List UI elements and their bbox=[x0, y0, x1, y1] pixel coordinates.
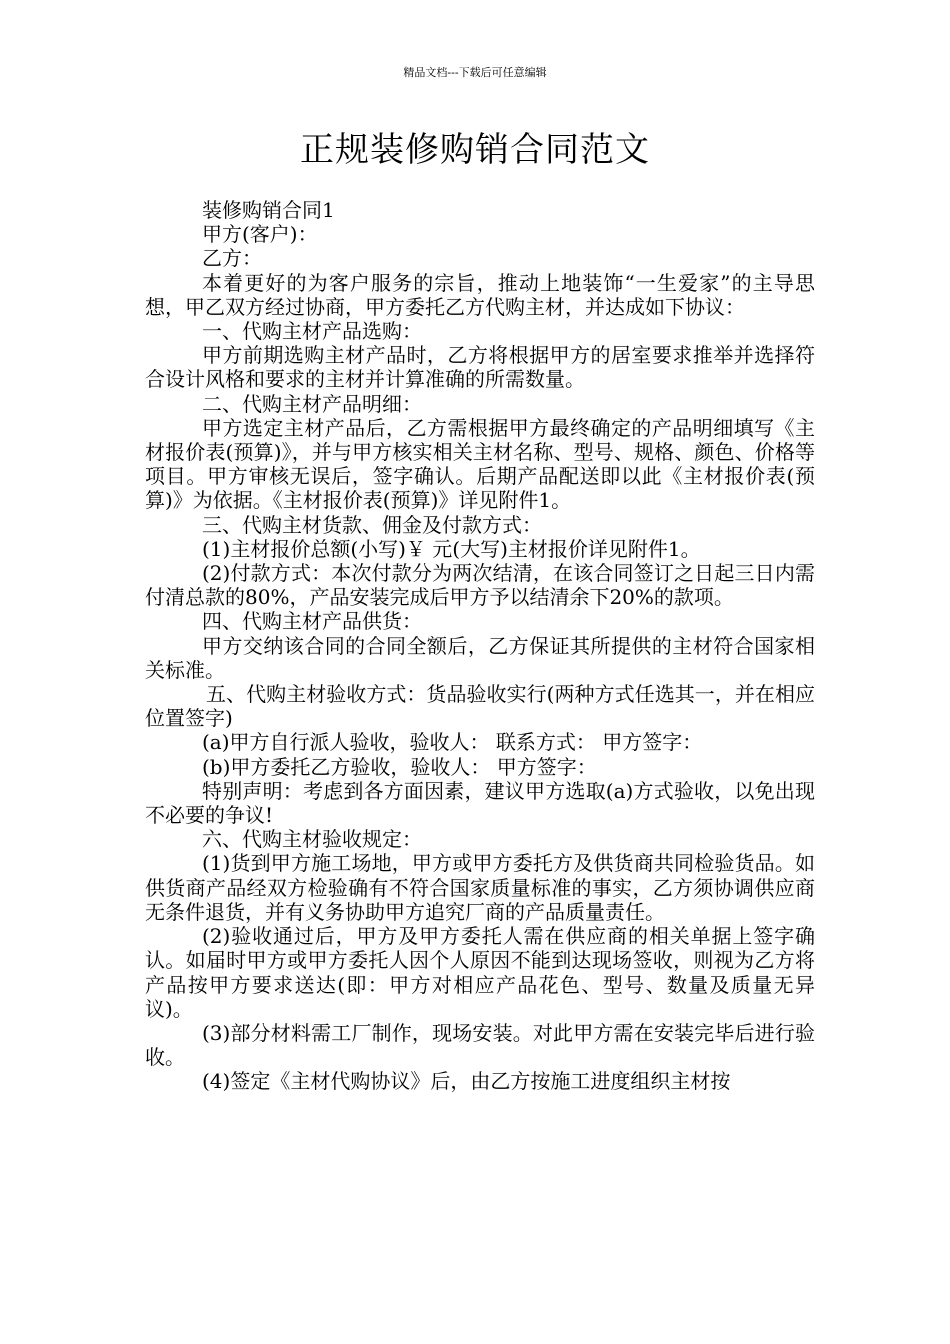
paragraph-contract-heading: 装修购销合同1 bbox=[202, 198, 335, 222]
section-heading-1: 一、代购主材产品选购： bbox=[202, 319, 422, 344]
document-title: 正规装修购销合同范文 bbox=[300, 130, 650, 170]
section-heading-4: 四、代购主材产品供货： bbox=[202, 609, 422, 634]
paragraph: (1)主材报价总额(小写)￥ 元(大写)主材报价详见附件1。 bbox=[202, 536, 701, 561]
document-body bbox=[145, 198, 815, 1094]
section-heading-6: 六、代购主材验收规定： bbox=[202, 827, 422, 852]
section-heading-2: 二、代购主材产品明细： bbox=[202, 391, 422, 416]
paragraph: (4)签定《主材代购协议》后，由乙方按施工进度组织主材按 bbox=[202, 1069, 731, 1094]
paragraph: 甲方前期选购主材产品时，乙方将根据甲方的居室要求推举并选择符合设计风格和要求的主材并计算准确的所需数量。 bbox=[145, 343, 815, 392]
paragraph: (3)部分材料需工厂制作，现场安装。对此甲方需在安装完毕后进行验收。 bbox=[145, 1020, 815, 1070]
paragraph: 甲方交纳该合同的合同全额后，乙方保证其所提供的主材符合国家相关标准。 bbox=[145, 633, 815, 682]
paragraph-party-b: 乙方： bbox=[202, 246, 262, 271]
paragraph: (2)付款方式：本次付款分为两次结清，在该合同签订之日起三日内需付清总款的80%，产品安装完成后甲方予以结清余下20%的款项。 bbox=[145, 561, 815, 610]
paragraph-party-a: 甲方(客户)： bbox=[202, 222, 318, 247]
section-heading-5: 五、代购主材验收方式：货品验收实行(两种方式任选其一，并在相应位置签字) bbox=[145, 682, 815, 731]
section-heading-3: 三、代购主材货款、佣金及付款方式： bbox=[202, 512, 542, 537]
paragraph-preamble: 本着更好的为客户服务的宗旨，推动上地装饰“一生爱家”的主导思想，甲乙双方经过协商，甲方委托乙方代购主材，并达成如下协议： bbox=[145, 270, 815, 319]
paragraph: 特别声明：考虑到各方面因素，建议甲方选取(a)方式验收，以免出现不必要的争议! bbox=[145, 778, 815, 828]
paragraph: (1)货到甲方施工场地，甲方或甲方委托方及供货商共同检验货品。如供货商产品经双方检验确有不符合国家质量标准的事实，乙方须协调供应商无条件退货，并有义务协助甲方追究厂商的产品质量责任。 bbox=[145, 851, 815, 924]
paragraph: 甲方选定主材产品后，乙方需根据甲方最终确定的产品明细填写《主材报价表(预算)》，并与甲方核实相关主材名称、型号、规格、颜色、价格等项目。甲方审核无误后，签字确认。后期产品配送即以此《主材报价表(预算)》为依据。《主材报价表(预算)》详见附件1。 bbox=[145, 415, 815, 513]
paragraph: (2)验收通过后，甲方及甲方委托人需在供应商的相关单据上签字确认。如届时甲方或甲方委托人因个人原因不能到达现场签收，则视为乙方将产品按甲方要求送达(即：甲方对相应产品花色、型号、数量及质量无异议)。 bbox=[145, 924, 815, 1021]
header-note: 精品文档---下载后可任意编辑 bbox=[403, 66, 547, 79]
paragraph: (a)甲方自行派人验收，验收人： 联系方式： 甲方签字： bbox=[202, 730, 703, 755]
paragraph: (b)甲方委托乙方验收，验收人： 甲方签字： bbox=[202, 754, 597, 779]
